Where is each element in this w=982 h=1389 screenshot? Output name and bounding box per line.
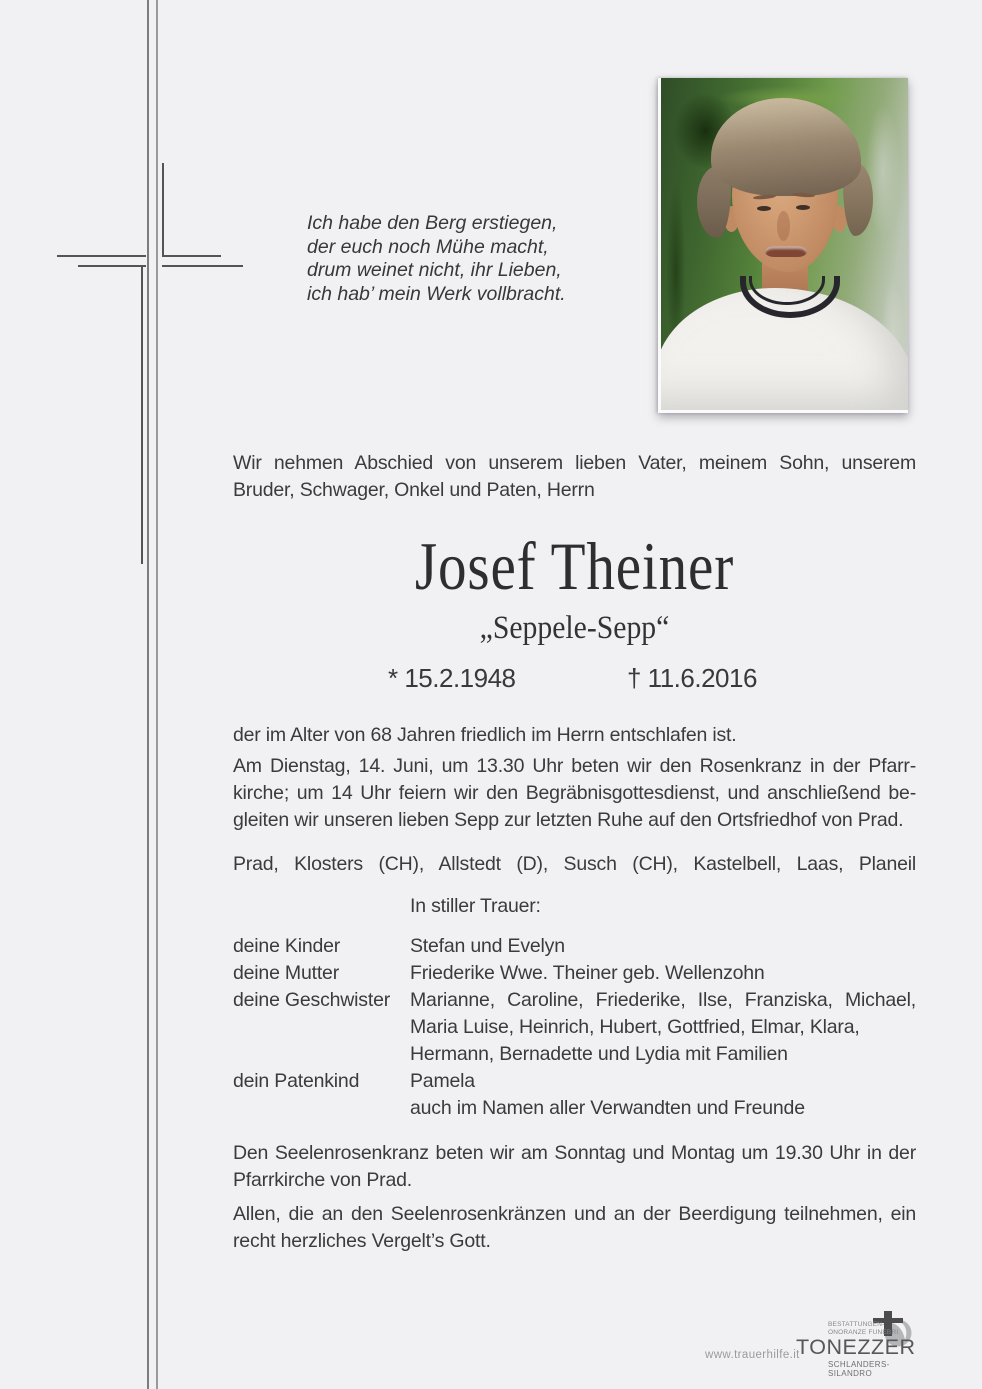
family-row-label: deine Geschwister — [233, 989, 391, 1011]
mourning-places: Prad, Klosters (CH), Allstedt (D), Susch (CH), Kastelbell, Laas, Planeil — [233, 853, 916, 875]
age-line: der im Alter von 68 Jahren friedlich im Herrn entschlafen ist. — [233, 724, 737, 746]
family-row-value: Marianne, Caroline, Friederike, Ilse, Franziska, Michael, Maria Luise, Heinrich, Hubert, Gottfried, Elmar, Klara, Hermann, Bernadette und Lydia mit Familien — [410, 989, 916, 1065]
family-row-value: auch im Namen aller Verwandten und Freunde — [410, 1097, 805, 1119]
thanks-notice: Allen, die an den Seelenrosenkränzen und an der Beerdigung teilnehmen, ein recht herzliches Vergelt’s Gott. — [233, 1203, 916, 1252]
photo-mouth — [765, 246, 807, 257]
ornament-crossbar-upper-right — [162, 255, 221, 257]
photo-nose — [777, 211, 790, 241]
family-row — [233, 933, 916, 960]
deceased-photo — [658, 78, 908, 413]
family-row — [233, 987, 916, 1068]
ornament-vertical-echo-bottom — [141, 265, 143, 564]
ornament-crossbar-lower-right — [162, 265, 243, 267]
family-row — [233, 960, 916, 987]
family-row — [233, 1068, 916, 1095]
ornament-crossbar-lower-left — [78, 265, 146, 267]
family-row-label — [233, 1095, 410, 1122]
logo-location: SCHLANDERS-SILANDRO — [828, 1360, 890, 1378]
birth-date: * 15.2.1948 — [388, 663, 516, 693]
mourning-header: In stiller Trauer: — [410, 895, 541, 917]
family-row-label: deine Mutter — [233, 962, 339, 984]
family-row-value: Friederike Wwe. Theiner geb. Wellenzohn — [410, 962, 765, 984]
death-date: † 11.6.2016 — [627, 663, 757, 693]
logo-name: TONEZZER — [796, 1335, 916, 1359]
memorial-poem: Ich habe den Berg erstiegen, der euch noch Mühe macht, drum weinet nicht, ihr Lieben, ich hab’ mein Werk vollbracht. — [307, 212, 566, 305]
photo-eye-left — [757, 206, 771, 211]
life-dates — [233, 663, 916, 695]
rosary-notice: Den Seelenrosenkranz beten wir am Sonntag und Montag um 19.30 Uhr in der Pfarrkirche von Prad. — [233, 1142, 916, 1191]
ornament-vertical-echo-top — [162, 163, 164, 256]
photo-eye-right — [796, 205, 810, 210]
ornament-vertical-line-left — [147, 0, 149, 1389]
funeral-home-logo — [795, 1307, 919, 1378]
funeral-details: Am Dienstag, 14. Juni, um 13.30 Uhr beten wir den Rosenkranz in der Pfarr- kirche; um 14 Uhr feiern wir den Begräbnisgottesdienst, und anschließend be- gleiten wir unseren lieben Sepp zur letzten Ruhe auf den Ortsfriedhof von Prad. — [233, 755, 916, 831]
family-row — [233, 1095, 916, 1122]
family-row-value: Stefan und Evelyn — [410, 935, 565, 957]
family-list — [233, 933, 916, 1122]
ornament-crossbar-upper-left — [57, 255, 146, 257]
deceased-name: Josef Theiner — [414, 528, 735, 604]
logo-tagline: BESTATTUNGEN- ONORANZE FUNEBRI — [828, 1321, 899, 1336]
ornament-vertical-line-right — [156, 0, 158, 1389]
family-row-label: dein Patenkind — [233, 1070, 360, 1092]
funeral-home-website: www.trauerhilfe.it — [705, 1349, 800, 1361]
deceased-nickname: „Seppele-Sepp“ — [479, 610, 670, 646]
announcement-intro: Wir nehmen Abschied von unserem lieben Vater, meinem Sohn, unserem Bruder, Schwager, Onkel und Paten, Herrn — [233, 452, 916, 501]
family-row-label: deine Kinder — [233, 935, 341, 957]
family-row-value: Pamela — [410, 1070, 475, 1092]
